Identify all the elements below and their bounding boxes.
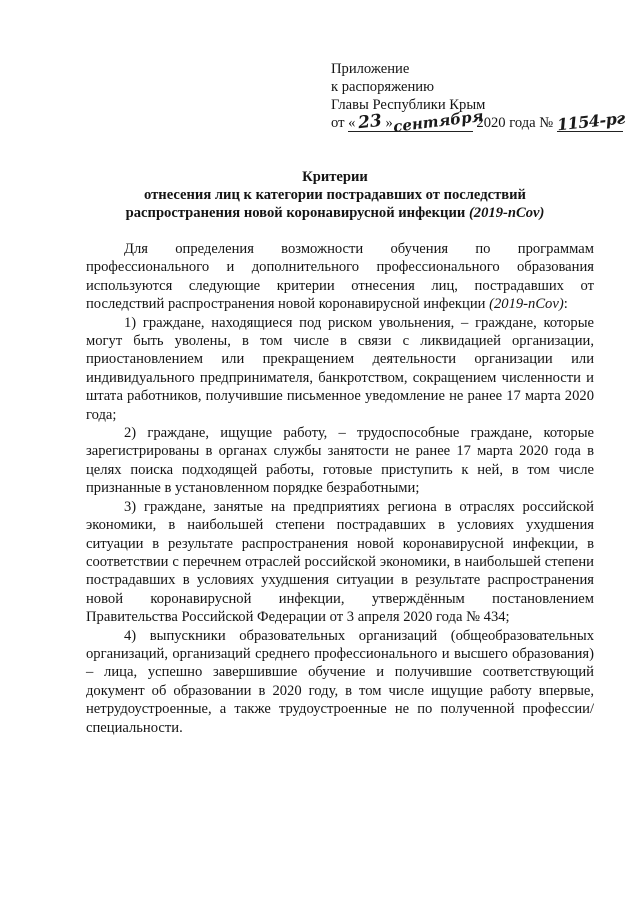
handwritten-day: 23 bbox=[357, 110, 384, 134]
title-line-3 bbox=[80, 204, 590, 222]
quote-open: « bbox=[348, 115, 356, 131]
appendix-date-line bbox=[331, 106, 626, 136]
date-month-field bbox=[391, 106, 485, 136]
criterion-3: 3) граждане, занятые на предприятиях региона в отраслях российской экономики, в наибольшей степени пострадавших в условиях ухудшения ситуации в результате распространения новой коронавирусной инфекции, в соответствии с перечнем отраслей российской экономики, в наибольшей степени пострадавших в условиях ухудшения ситуации в результате распространения новой коронавирусной инфекции, утверждённым постановлением Правительства Российской Федерации от 3 апреля 2020 года № 434; bbox=[86, 498, 594, 626]
intro-paragraph bbox=[86, 240, 594, 314]
criterion-1: 1) граждане, находящиеся под риском увольнения, – граждане, которые могут быть уволены, в том числе в связи с ликвидацией организации, приостановлением или прекращением деятельности организации или индивидуального предпринимателя, банкротством, сокращением численности и штата работников, получившие письменное уведомление не ранее 17 марта 2020 года; bbox=[86, 314, 594, 423]
intro-code: (2019-nCov) bbox=[489, 296, 564, 313]
criterion-2: 2) граждане, ищущие работу, – трудоспособные граждане, которые зарегистрированы в органах службы занятости не ранее 17 марта 2020 года в целях поиска подходящей работы, готовые приступить к ней, в том числе признанные в установленном порядке безработными; bbox=[86, 425, 594, 497]
handwritten-month: сентября bbox=[391, 106, 485, 136]
date-prefix: от bbox=[331, 115, 345, 131]
title-line-3-text: распространения новой коронавирусной инфекции bbox=[125, 205, 466, 221]
appendix-header bbox=[331, 60, 626, 136]
appendix-line-1: Приложение bbox=[331, 61, 410, 77]
date-year: 2020 года № bbox=[476, 115, 554, 131]
appendix-line-2: к распоряжению bbox=[331, 79, 434, 95]
date-day-field bbox=[348, 110, 393, 134]
appendix-line-3: Главы Республики Крым bbox=[331, 97, 486, 113]
criterion-4: 4) выпускники образовательных организаций (общеобразовательных организаций, организаций среднего профессионального и высшего образования) – лица, успешно завершившие обучение и получившие соответствующий документ об образовании в 2020 году, в том числе ищущие работу впервые, нетрудоустроенные, а также трудоустроенные не по полученной профессии/специальности. bbox=[86, 627, 594, 736]
document-title bbox=[80, 168, 590, 222]
intro-end: : bbox=[563, 296, 568, 313]
title-line-2: отнесения лиц к категории пострадавших от последствий bbox=[144, 187, 526, 203]
intro-text: Для определения возможности обучения по программам профессионального и дополнительного профессионального образования используются следующие критерии отнесения лиц, пострадавших от последствий распространения новой коронавирусной инфекции bbox=[86, 241, 594, 313]
title-line-1: Критерии bbox=[302, 169, 368, 185]
handwritten-order-number: 1154-рг bbox=[555, 108, 626, 135]
quote-close: » bbox=[385, 115, 393, 131]
title-code: (2019-nCov) bbox=[468, 205, 545, 221]
order-number-field bbox=[555, 108, 626, 135]
document-body bbox=[86, 240, 594, 737]
